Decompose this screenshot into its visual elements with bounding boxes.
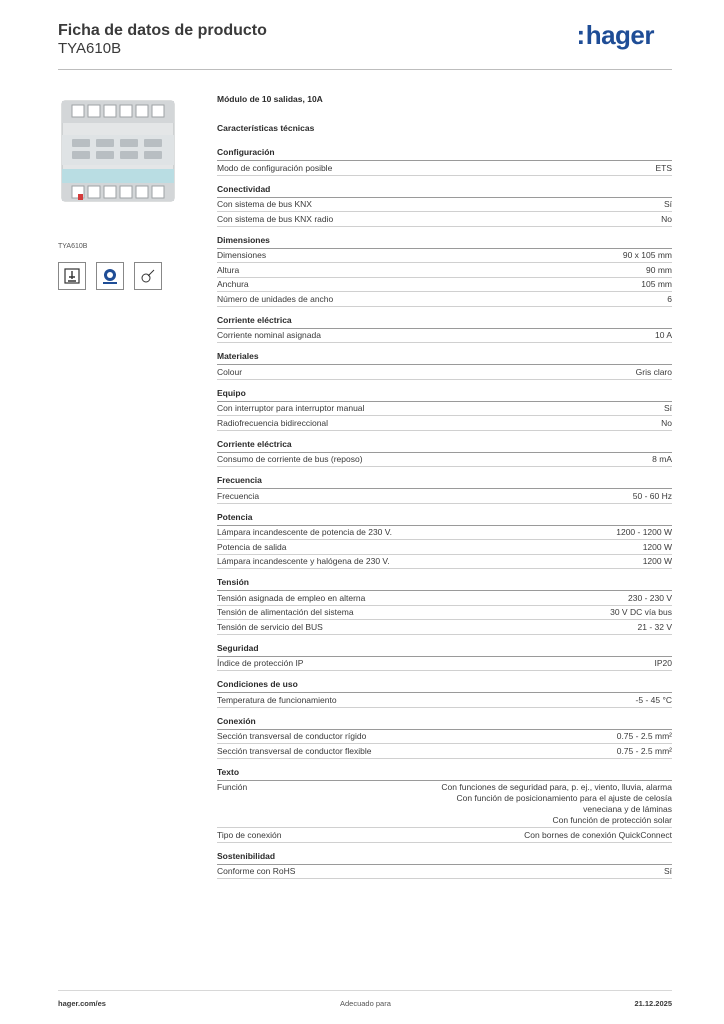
spec-row	[217, 730, 672, 745]
image-caption: TYA610B	[58, 243, 88, 250]
spec-value: 50 - 60 Hz	[632, 490, 672, 501]
spec-label: Temperatura de funcionamiento	[217, 694, 337, 705]
document-header	[58, 20, 672, 70]
document-footer	[58, 990, 672, 1008]
spec-label: Frecuencia	[217, 490, 260, 501]
spec-value: ETS	[655, 162, 672, 173]
spec-section	[217, 350, 672, 380]
section-title: Configuración	[217, 146, 672, 161]
section-title: Condiciones de uso	[217, 678, 672, 693]
section-title: Tensión	[217, 576, 672, 591]
spec-value: IP20	[654, 658, 672, 668]
section-title: Dimensiones	[217, 234, 672, 249]
section-title: Conexión	[217, 715, 672, 730]
spec-row	[217, 540, 672, 555]
spec-value: 21 - 32 V	[637, 621, 672, 632]
spec-value: 230 - 230 V	[628, 592, 672, 603]
spec-section	[217, 850, 672, 880]
spec-label: Sección transversal de conductor rígido	[217, 731, 367, 741]
spec-row	[217, 249, 672, 264]
section-title: Equipo	[217, 387, 672, 402]
spec-label: Función	[217, 782, 248, 792]
spec-value: 1200 W	[642, 556, 672, 566]
section-title: Seguridad	[217, 642, 672, 657]
spec-value: Sí	[663, 866, 672, 876]
spec-label: Tensión de alimentación del sistema	[217, 607, 354, 617]
spec-label: Con interruptor para interruptor manual	[217, 403, 365, 413]
spec-section	[217, 387, 672, 431]
spec-row	[217, 489, 672, 504]
quality-mark-icon	[96, 262, 124, 290]
spec-section	[217, 766, 672, 843]
spec-value: -5 - 45 °C	[635, 694, 672, 705]
spec-value: Con funciones de seguridad para, p. ej., viento, lluvia, alarma Con función de posicionamiento para el ajuste de celosía veneciana y de láminas Con función de protección solar	[441, 782, 672, 825]
spec-label: Colour	[217, 366, 243, 377]
spec-row	[217, 329, 672, 344]
spec-row	[217, 620, 672, 635]
spec-label: Lámpara incandescente de potencia de 230 V.	[217, 527, 393, 537]
spec-value: 1200 W	[642, 541, 672, 552]
spec-row	[217, 292, 672, 307]
spec-row	[217, 198, 672, 213]
spec-value: Gris claro	[635, 366, 672, 377]
spec-label: Consumo de corriente de bus (reposo)	[217, 454, 363, 464]
spec-label: Altura	[217, 264, 240, 275]
spec-row	[217, 365, 672, 380]
bus-probe-icon	[134, 262, 162, 290]
spec-label: Tensión asignada de empleo en alterna	[217, 592, 366, 603]
spec-label: Con sistema de bus KNX	[217, 199, 312, 209]
spec-section	[217, 678, 672, 708]
spec-section	[217, 234, 672, 307]
specifications-panel	[217, 94, 672, 886]
spec-row	[217, 591, 672, 606]
product-image	[58, 93, 178, 233]
spec-value: 8 mA	[652, 454, 672, 464]
spec-value: 90 mm	[646, 264, 672, 275]
section-title: Corriente eléctrica	[217, 438, 672, 453]
footer-website[interactable]: hager.com/es	[58, 999, 106, 1008]
spec-label: Número de unidades de ancho	[217, 293, 334, 304]
spec-section	[217, 576, 672, 635]
product-heading: Módulo de 10 salidas, 10A	[217, 94, 323, 104]
spec-label: Conforme con RoHS	[217, 866, 296, 876]
section-title: Texto	[217, 766, 672, 781]
spec-row	[217, 606, 672, 621]
spec-row	[217, 263, 672, 278]
footer-date: 21.12.2025	[634, 999, 672, 1008]
spec-row	[217, 416, 672, 431]
spec-value: Sí	[663, 403, 672, 413]
spec-row	[217, 828, 672, 843]
spec-section	[217, 438, 672, 468]
spec-row	[217, 402, 672, 417]
section-title: Potencia	[217, 511, 672, 526]
spec-section	[217, 511, 672, 570]
spec-value: 10 A	[654, 330, 672, 340]
spec-row	[217, 453, 672, 468]
section-title: Conectividad	[217, 183, 672, 198]
section-title: Frecuencia	[217, 474, 672, 489]
spec-label: Con sistema de bus KNX radio	[217, 213, 334, 224]
spec-row	[217, 526, 672, 541]
section-title: Materiales	[217, 350, 672, 365]
document-title: Ficha de datos de producto	[58, 22, 267, 39]
spec-section	[217, 715, 672, 759]
spec-section	[217, 314, 672, 344]
spec-section	[217, 146, 672, 176]
spec-section	[217, 474, 672, 504]
spec-label: Potencia de salida	[217, 541, 287, 552]
product-reference: TYA610B	[58, 40, 122, 57]
spec-value: 30 V DC vía bus	[610, 607, 672, 617]
spec-label: Radiofrecuencia bidireccional	[217, 417, 329, 428]
spec-label: Tipo de conexión	[217, 829, 282, 840]
spec-row	[217, 693, 672, 708]
left-column	[58, 93, 178, 290]
spec-value: 90 x 105 mm	[622, 250, 672, 260]
spec-row	[217, 212, 672, 227]
spec-label: Lámpara incandescente y halógena de 230 V.	[217, 556, 390, 566]
section-title: Corriente eléctrica	[217, 314, 672, 329]
spec-row	[217, 781, 672, 829]
spec-label: Tensión de servicio del BUS	[217, 621, 323, 632]
spec-sections	[217, 146, 672, 879]
spec-row	[217, 161, 672, 176]
manual-operation-icon	[58, 262, 86, 290]
spec-value: 6	[667, 293, 672, 304]
spec-value: Con bornes de conexión QuickConnect	[524, 829, 672, 840]
spec-value: 105 mm	[641, 279, 672, 289]
spec-label: Anchura	[217, 279, 249, 289]
spec-row	[217, 657, 672, 672]
spec-label: Modo de configuración posible	[217, 162, 333, 173]
spec-row	[217, 744, 672, 759]
spec-value: No	[661, 417, 672, 428]
hager-logo: :hager	[576, 20, 654, 50]
spec-section	[217, 642, 672, 672]
spec-section	[217, 183, 672, 227]
spec-row	[217, 865, 672, 880]
spec-value: 0.75 - 2.5 mm²	[616, 745, 672, 756]
spec-label: Dimensiones	[217, 250, 267, 260]
technical-characteristics-heading: Características técnicas	[217, 123, 315, 133]
spec-value: 0.75 - 2.5 mm²	[616, 731, 672, 741]
spec-row	[217, 278, 672, 293]
spec-value: 1200 - 1200 W	[616, 527, 672, 537]
logo-text: hager	[585, 20, 654, 50]
spec-value: Sí	[663, 199, 672, 209]
footer-center-text: Adecuado para	[340, 999, 391, 1008]
certification-icons	[58, 262, 178, 290]
knx-module-illustration	[58, 93, 178, 233]
spec-row	[217, 555, 672, 570]
spec-label: Índice de protección IP	[217, 658, 304, 668]
spec-value: No	[661, 213, 672, 224]
spec-label: Sección transversal de conductor flexible	[217, 745, 372, 756]
section-title: Sostenibilidad	[217, 850, 672, 865]
spec-label: Corriente nominal asignada	[217, 330, 321, 340]
